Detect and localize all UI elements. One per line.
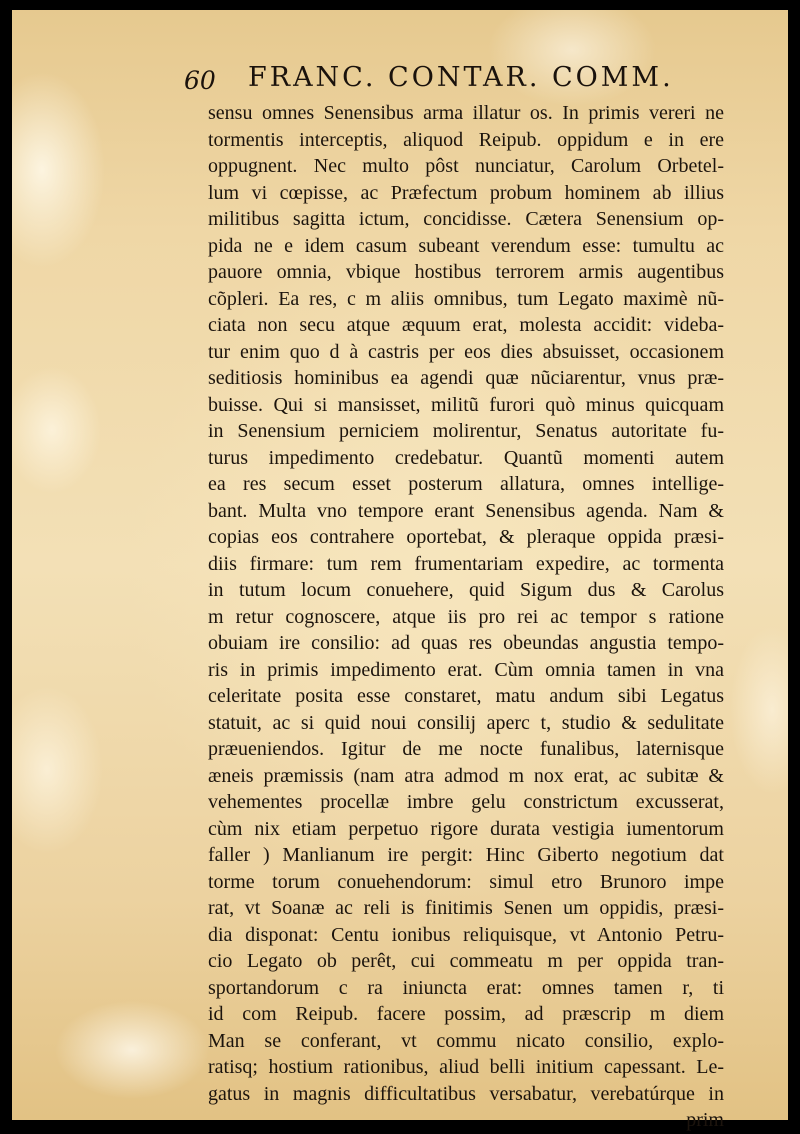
text-line: m retur cognoscere, atque iis pro rei ac tempor s ratione [208,605,724,628]
text-line: vehementes procellæ imbre gelu constrictum excusserat, [208,791,724,813]
page-header [184,62,674,98]
text-line: æneis præmissis (nam atra admod m nox erat, ac subitæ & [208,764,724,787]
text-line: in tutum locum conuehere, quid Sigum dus & Carolus [208,579,724,601]
text-line: bant. Multa vno tempore erant Senensibus agenda. Nam & [208,499,724,522]
text-line: tormentis interceptis, aliquod Reipub. oppidum e in ere [208,128,724,151]
text-line: Man se conferant, vt commu nicato consilio, explo- [208,1029,724,1052]
text-line: tur enim quo d à castris per eos dies absuisset, occasionem [208,340,724,363]
text-line: copias eos contrahere oportebat, & pleraque oppida præsi- [208,526,724,548]
text-line: oppugnent. Nec multo pôst nunciatur, Carolum Orbetel- [208,155,724,177]
text-line: ciata non secu atque æquum erat, molesta accidit: videba- [208,314,724,336]
text-line: ea res secum esset posterum allatura, omnes intellige- [208,473,724,495]
text-line: cùm nix etiam perpetuo rigore durata vestigia iumentorum [208,817,724,840]
text-line: prim [686,1109,724,1131]
text-line: sportandorum c ra iniuncta erat: omnes tamen r, ti [208,976,724,999]
text-line: militibus sagitta ictum, concidisse. Cætera Senensium op- [208,208,724,230]
text-line: gatus in magnis difficultatibus versabatur, verebatúrque in [208,1082,724,1105]
text-line: præueniendos. Igitur de me noctе funalibus, laternisque [208,738,724,760]
text-line: buisse. Qui si mansisset, militũ furori quò minus quicquam [208,393,724,416]
page-number: 60 [184,66,216,95]
text-line: id com Reipub. facere possim, ad præscrip m diem [208,1003,724,1025]
text-line: ratisq; hostium rationibus, aliud belli initium capessant. Le- [208,1056,724,1078]
text-line: cõpleri. Ea res, c m aliis omnibus, tum Legato maximè nũ- [208,287,724,310]
text-line: ris in primis impedimento erat. Cùm omnia tamen in vna [208,658,724,681]
text-line: celeritate posita esse constaret, matu andum sibi Legatus [208,685,724,707]
text-line: dia disponat: Centu ionibus reliquisque, vt Antonio Petru- [208,923,724,946]
text-line: rat, vt Soanæ ac reli is finitimis Senen um oppidis, præsi- [208,897,724,919]
text-line: cio Legato ob perêt, cui commeatu m per oppida tran- [208,950,724,972]
text-line: obuiam ire consilio: ad quas res obeundas angustia tempo- [208,632,724,654]
text-line: seditiosis hominibus ea agendi quæ nũciarentur, vnus præ- [208,367,724,389]
manuscript-page [12,10,788,1131]
text-line: statuit, ac si quid noui consilij aperc t, studio & sedulitate [208,711,724,734]
text-line: lum vi cœpisse, ac Præfectum probum hominem ab illius [208,181,724,204]
text-line: pida ne e idem casum subeant verendum esse: tumultu ac [208,234,724,257]
text-line: faller ) Manlianum ire pergit: Hinc Giberto negotium dat [208,844,724,866]
text-line: in Senensium perniciem molirentur, Senatus autoritate fu- [208,420,724,442]
text-line: torme torum conuehendorum: simul etro Brunoro impe [208,870,724,893]
text-line: turus impedimento credebatur. Quantũ momenti autem [208,446,724,469]
text-line: pauore omnia, vbique hostibus terrorem armis augentibus [208,261,724,283]
running-head: FRANC. CONTAR. COMM. [248,62,674,93]
body-text [208,100,724,1134]
text-line: sensu omnes Senensibus arma illatur os. In primis vereri ne [208,102,724,124]
text-line: diis firmare: tum rem frumentariam expedire, ac tormenta [208,552,724,575]
